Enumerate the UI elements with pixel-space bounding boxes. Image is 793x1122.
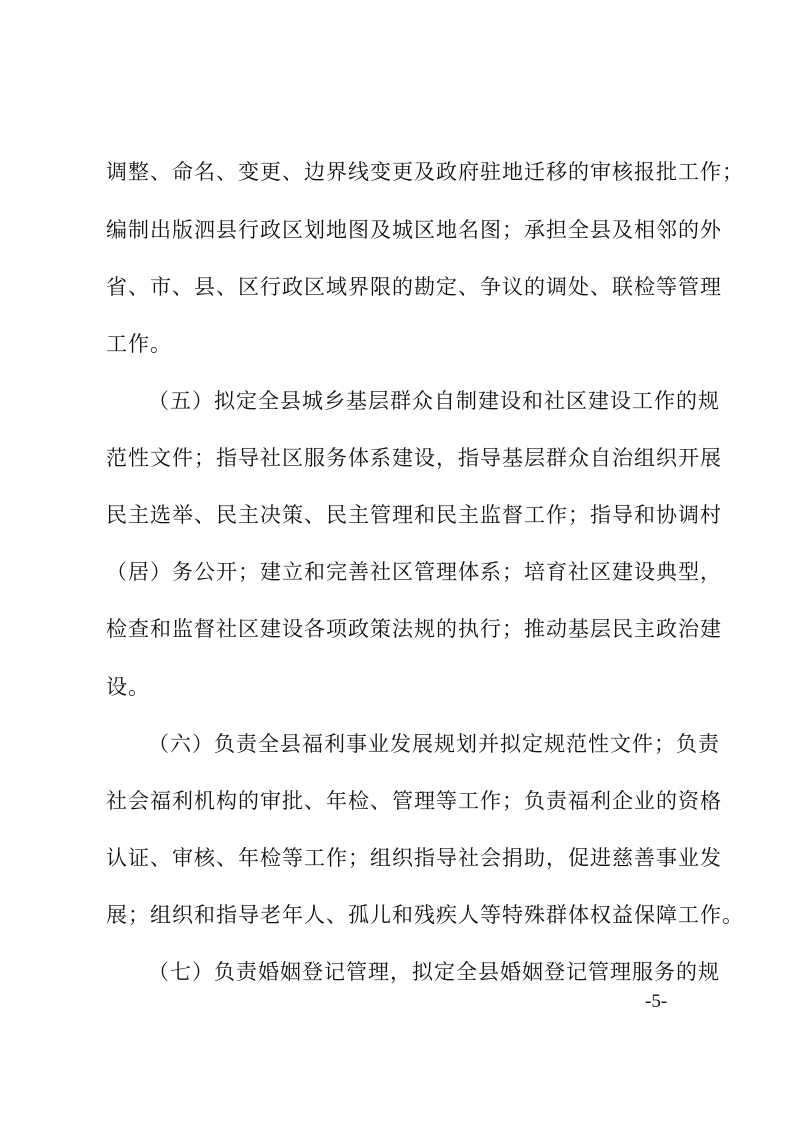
paragraph-5-start: （五）拟定全县城乡基层群众自制建设和社区建设工作的规	[148, 389, 720, 413]
paragraph-7-start: （七）负责婚姻登记管理，拟定全县婚姻登记管理服务的规	[148, 960, 720, 984]
body-line-9: 检查和监督社区建设各项政策法规的执行；推动基层民主政治建	[106, 617, 722, 641]
body-line-10: 设。	[106, 675, 150, 699]
body-line-1: 调整、命名、变更、边界线变更及政府驻地迁移的审核报批工作；	[106, 160, 744, 184]
body-line-7: 民主选举、民主决策、民主管理和民主监督工作；指导和协调村	[106, 503, 722, 527]
page-number: -5-	[645, 991, 668, 1012]
body-line-8: （居）务公开；建立和完善社区管理体系；培育社区建设典型，	[106, 560, 722, 584]
body-line-14: 展；组织和指导老年人、孤儿和残疾人等特殊群体权益保障工作。	[106, 903, 744, 927]
body-line-12: 社会福利机构的审批、年检、管理等工作；负责福利企业的资格	[106, 789, 722, 813]
paragraph-6-start: （六）负责全县福利事业发展规划并拟定规范性文件；负责	[148, 732, 720, 756]
body-line-13: 认证、审核、年检等工作；组织指导社会捐助，促进慈善事业发	[106, 846, 722, 870]
body-line-6: 范性文件；指导社区服务体系建设，指导基层群众自治组织开展	[106, 446, 722, 470]
body-line-4: 工作。	[106, 332, 172, 356]
body-line-3: 省、市、县、区行政区域界限的勘定、争议的调处、联检等管理	[106, 275, 722, 299]
body-line-2: 编制出版泗县行政区划地图及城区地名图；承担全县及相邻的外	[106, 218, 722, 242]
